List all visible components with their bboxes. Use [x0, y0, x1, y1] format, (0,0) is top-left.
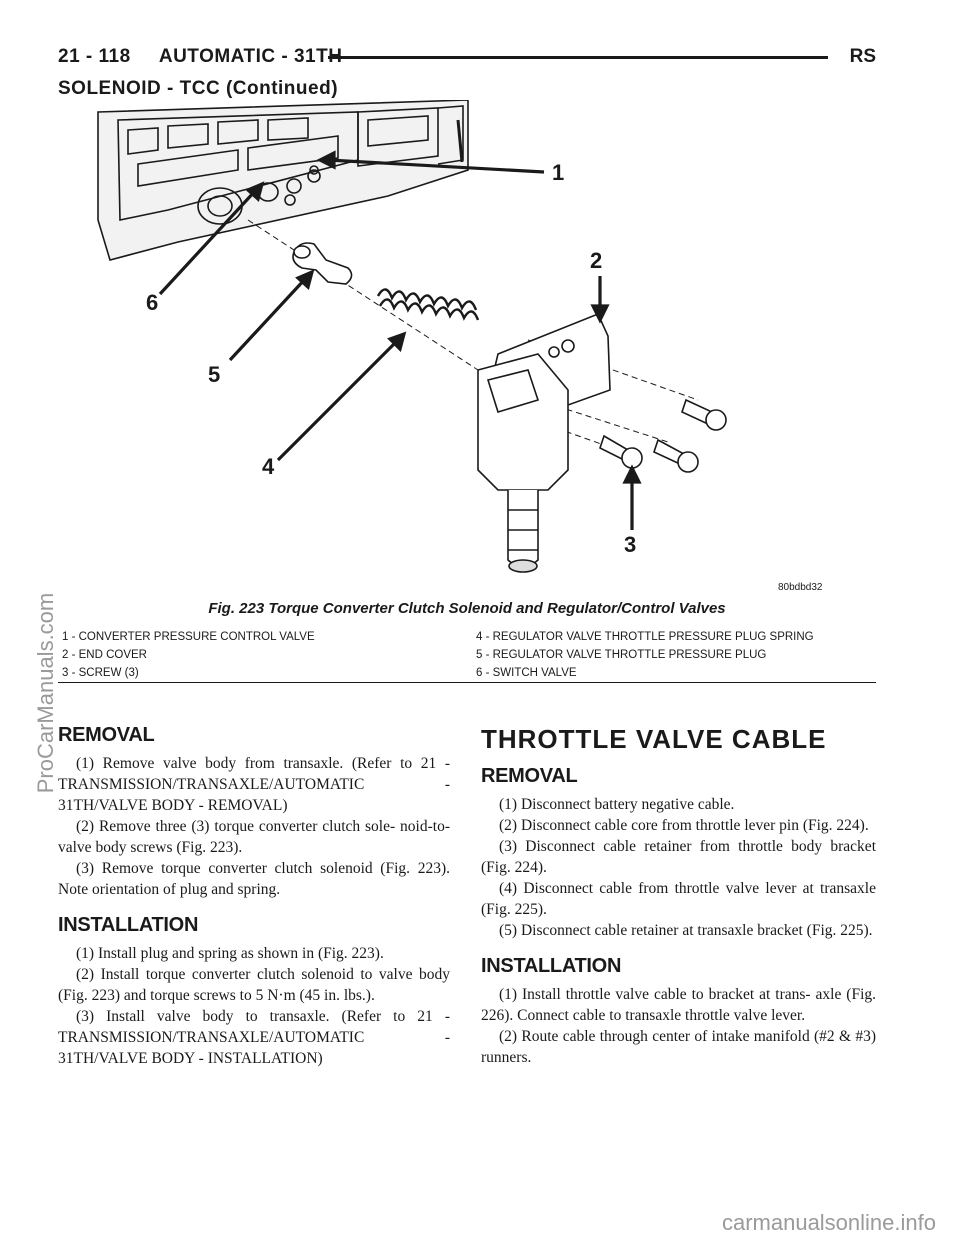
tv-removal-step-3: (3) Disconnect cable retainer from throttle body bracket (Fig. 224).: [481, 838, 876, 876]
removal-step-1: (1) Remove valve body from transaxle. (Refer to 21 - TRANSMISSION/TRANSAXLE/AUTOMATIC - 31TH/VALVE BODY - REMOVAL): [58, 755, 450, 814]
callout-6: 6: [146, 290, 159, 315]
header-rule: [328, 56, 828, 59]
legend-item: 5 - REGULATOR VALVE THROTTLE PRESSURE PLUG: [476, 649, 767, 661]
tv-removal-step-1: (1) Disconnect battery negative cable.: [499, 796, 735, 813]
tcc-solenoid-illustration: [58, 100, 876, 598]
screw-icon: [600, 400, 726, 472]
removal-step-2: (2) Remove three (3) torque converter clutch sole- noid-to-valve body screws (Fig. 223).: [58, 818, 450, 856]
legend-right-column: [476, 628, 886, 682]
callout-4: 4: [262, 454, 275, 479]
callout-3: 3: [624, 532, 637, 557]
tv-installation-heading: INSTALLATION: [481, 955, 622, 977]
legend-left-column: [62, 628, 472, 682]
tv-installation-step-1: (1) Install throttle valve cable to bracket at trans- axle (Fig. 226). Connect cable to transaxle throttle valve lever.: [481, 986, 876, 1024]
spring-icon: [378, 289, 478, 320]
footer-watermark: carmanualsonline.info: [721, 1210, 936, 1235]
tv-removal-heading: REMOVAL: [481, 765, 578, 787]
continued-title: SOLENOID - TCC (Continued): [58, 78, 339, 99]
tv-removal-step-5: (5) Disconnect cable retainer at transaxle bracket (Fig. 225).: [499, 922, 873, 939]
callout-1: 1: [552, 160, 565, 185]
right-column: [481, 724, 876, 1068]
callout-2: 2: [590, 248, 603, 273]
header-model-code: RS: [849, 46, 876, 67]
figure-223: [58, 100, 876, 598]
figure-caption: Fig. 223 Torque Converter Clutch Solenoid and Regulator/Control Valves: [208, 600, 726, 617]
installation-step-2: (2) Install torque converter clutch solenoid to valve body (Fig. 223) and torque screws to 5 N·m (45 in. lbs.).: [58, 966, 450, 1004]
removal-step-3: (3) Remove torque converter clutch solenoid (Fig. 223). Note orientation of plug and spring.: [58, 860, 450, 898]
installation-step-1: (1) Install plug and spring as shown in (Fig. 223).: [76, 945, 384, 962]
legend-item: 6 - SWITCH VALVE: [476, 667, 577, 679]
tv-removal-step-2: (2) Disconnect cable core from throttle lever pin (Fig. 224).: [499, 817, 869, 834]
installation-step-3: (3) Install valve body to transaxle. (Refer to 21 - TRANSMISSION/TRANSAXLE/AUTOMATIC - 31TH/VALVE BODY - INSTALLATION): [58, 1008, 450, 1067]
valve-body-icon: [98, 100, 468, 260]
side-watermark: ProCarManuals.com: [33, 592, 58, 794]
throttle-valve-cable-title: THROTTLE VALVE CABLE: [481, 724, 827, 754]
page-header: [58, 44, 876, 72]
legend-rule: [58, 682, 876, 683]
legend-item: 2 - END COVER: [62, 649, 147, 661]
tv-removal-step-4: (4) Disconnect cable from throttle valve lever at transaxle (Fig. 225).: [481, 880, 876, 918]
legend-item: 4 - REGULATOR VALVE THROTTLE PRESSURE PLUG SPRING: [476, 631, 814, 643]
removal-heading: REMOVAL: [58, 724, 155, 746]
installation-heading: INSTALLATION: [58, 914, 199, 936]
callout-5: 5: [208, 362, 221, 387]
legend-item: 3 - SCREW (3): [62, 667, 139, 679]
left-column: [58, 724, 450, 1069]
tv-installation-step-2: (2) Route cable through center of intake manifold (#2 & #3) runners.: [481, 1028, 876, 1066]
figure-code: 80bdbd32: [778, 582, 823, 593]
legend-item: 1 - CONVERTER PRESSURE CONTROL VALVE: [62, 631, 315, 643]
header-section-label: 21 - 118 AUTOMATIC - 31TH: [58, 46, 343, 67]
solenoid-icon: [478, 354, 568, 572]
